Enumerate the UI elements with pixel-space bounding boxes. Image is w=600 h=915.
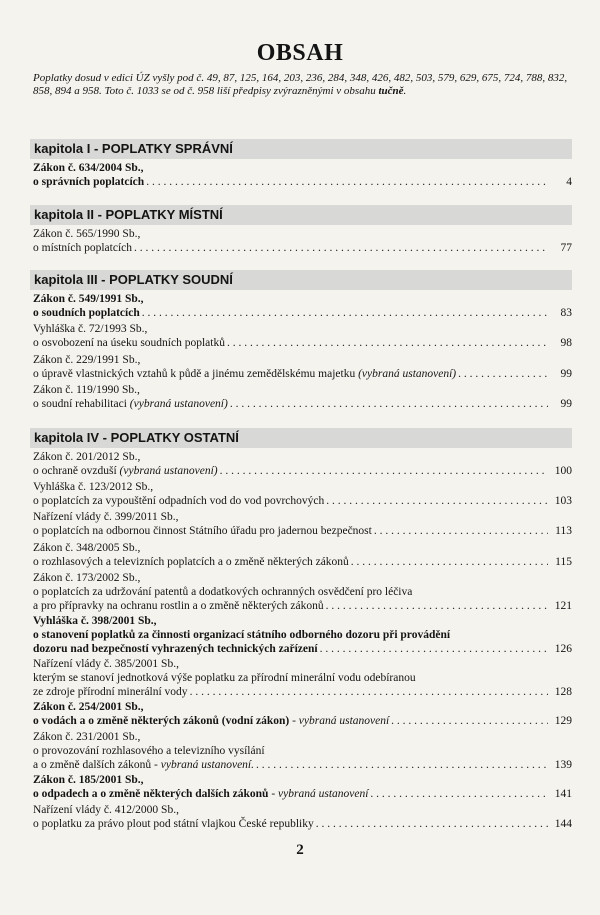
entry-page: 126 [554, 643, 572, 655]
entry-note: - vybraná ustanovení [271, 788, 369, 800]
page-title: OBSAH [256, 40, 344, 66]
toc-entry[interactable] [33, 614, 572, 656]
entry-note: - vybraná ustanovení. [154, 759, 254, 771]
toc-entry[interactable] [33, 322, 572, 350]
entry-desc: o soudní rehabilitaci [33, 398, 127, 410]
entry-page: 128 [554, 686, 572, 698]
entry-desc: o poplatcích na odbornou činnost Státního úřadu pro jadernou bezpečnost [33, 525, 372, 537]
entry-page: 121 [554, 600, 572, 612]
entry-title: Vyhláška č. 123/2012 Sb., [33, 481, 154, 493]
entry-title: Zákon č. 565/1990 Sb., [33, 228, 141, 240]
entry-desc-pre: o stanovení poplatků za činnosti organizací státního odborného dozoru při provádění [33, 629, 451, 641]
toc-entry[interactable] [33, 510, 572, 538]
entry-title: Vyhláška č. 72/1993 Sb., [33, 323, 148, 335]
page-number: 2 [296, 842, 304, 858]
entry-desc: a pro přípravky na ochranu rostlin a o změně některých zákonů [33, 600, 324, 612]
entry-desc: o odpadech a o změně některých dalších zákonů [33, 788, 269, 800]
entry-title: Nařízení vlády č. 412/2000 Sb., [33, 804, 179, 816]
entry-page: 115 [555, 556, 572, 568]
toc-entry[interactable] [33, 383, 572, 411]
entry-desc: ze zdroje přírodní minerální vody [33, 686, 188, 698]
entry-desc-pre: o provozování rozhlasového a televizního vysílání [33, 745, 265, 757]
entry-desc: o poplatku za právo plout pod státní vlajkou České republiky [33, 818, 314, 830]
entry-desc-pre: kterým se stanoví jednotková výše poplatku za přírodní minerální vodu odebíranou [33, 672, 416, 684]
toc-entry[interactable] [33, 657, 572, 699]
chapter-heading-4: kapitola IV - POPLATKY OSTATNÍ [30, 428, 572, 448]
intro-text [33, 72, 572, 98]
chapter-heading-1: kapitola I - POPLATKY SPRÁVNÍ [30, 139, 572, 159]
entry-desc: o poplatcích za vypouštění odpadních vod do vod povrchových [33, 495, 325, 507]
entry-desc: a o změně dalších zákonů [33, 759, 152, 771]
toc-entry[interactable] [33, 803, 572, 831]
intro-main: Poplatky dosud v edici ÚZ vyšly pod č. 49, 87, 125, 164, 203, 236, 284, 348, 426, 482, 503, 579, 629, 675, 724, 788, 832, 858, 894 a 958. Toto č. 1033 se od č. 958 liší předpisy zvýrazněnými v obsahu [33, 72, 568, 97]
toc-entry[interactable] [33, 700, 572, 728]
entry-title: Zákon č. 173/2002 Sb., [33, 572, 141, 584]
entry-title: Zákon č. 229/1991 Sb., [33, 354, 141, 366]
entry-desc: o úpravě vlastnických vztahů k půdě a jinému zemědělskému majetku [33, 368, 356, 380]
toc-entry[interactable] [33, 480, 572, 508]
entry-note: (vybraná ustanovení) [129, 398, 228, 410]
entry-desc-pre: o poplatcích za udržování patentů a dodatkových ochranných osvědčení pro léčiva [33, 586, 413, 598]
entry-title: Zákon č. 231/2001 Sb., [33, 731, 141, 743]
entry-note: (vybraná ustanovení) [358, 368, 457, 380]
entry-page: 141 [554, 788, 572, 800]
toc-entry[interactable] [33, 541, 572, 569]
entry-note: (vybraná ustanovení) [119, 465, 218, 477]
entry-page: 99 [560, 368, 572, 380]
entry-desc: o vodách a o změně některých zákonů (vodní zákon) [33, 715, 290, 727]
entry-desc: dozoru nad bezpečností vyhrazených technických zařízení [33, 643, 318, 655]
entry-page: 113 [555, 525, 572, 537]
entry-desc: o rozhlasových a televizních poplatcích a o změně některých zákonů [33, 556, 349, 568]
entry-title: Nařízení vlády č. 399/2011 Sb., [33, 511, 179, 523]
entry-page: 144 [554, 818, 572, 830]
entry-title: Zákon č. 634/2004 Sb., [33, 162, 144, 174]
toc-entry[interactable] [33, 730, 572, 772]
entry-title: Zákon č. 254/2001 Sb., [33, 701, 144, 713]
entry-page: 129 [554, 715, 572, 727]
entry-title: Zákon č. 185/2001 Sb., [33, 774, 144, 786]
entry-title: Zákon č. 348/2005 Sb., [33, 542, 141, 554]
toc-entry[interactable] [33, 227, 572, 255]
entry-desc: o místních poplatcích [33, 242, 133, 254]
entry-title: Nařízení vlády č. 385/2001 Sb., [33, 658, 179, 670]
entry-page: 4 [566, 176, 572, 188]
entry-page: 100 [554, 465, 572, 477]
chapter-heading-3: kapitola III - POPLATKY SOUDNÍ [30, 270, 572, 290]
entry-desc: o ochraně ovzduší [33, 465, 117, 477]
toc-entry[interactable] [33, 773, 572, 801]
entry-page: 103 [554, 495, 572, 507]
toc-entry[interactable] [33, 353, 572, 381]
entry-desc: o soudních poplatcích [33, 307, 140, 319]
entry-page: 98 [560, 337, 572, 349]
toc-entry[interactable] [33, 450, 572, 478]
entry-page: 139 [554, 759, 572, 771]
entry-page: 99 [560, 398, 572, 410]
entry-title: Vyhláška č. 398/2001 Sb., [33, 615, 157, 627]
intro-end: . [403, 85, 407, 97]
entry-page: 83 [560, 307, 572, 319]
entry-desc: o osvobození na úseku soudních poplatků [33, 337, 225, 349]
entry-desc: o správních poplatcích [33, 176, 145, 188]
toc-entry[interactable] [33, 161, 572, 189]
entry-note: - vybraná ustanovení [292, 715, 390, 727]
toc-entry[interactable] [33, 292, 572, 320]
chapter-heading-2: kapitola II - POPLATKY MÍSTNÍ [30, 205, 572, 225]
intro-bold: tučně [378, 85, 404, 97]
entry-title: Zákon č. 119/1990 Sb., [33, 384, 140, 396]
entry-title: Zákon č. 201/2012 Sb., [33, 451, 141, 463]
entry-title: Zákon č. 549/1991 Sb., [33, 293, 144, 305]
entry-page: 77 [560, 242, 572, 254]
toc-entry[interactable] [33, 571, 572, 613]
